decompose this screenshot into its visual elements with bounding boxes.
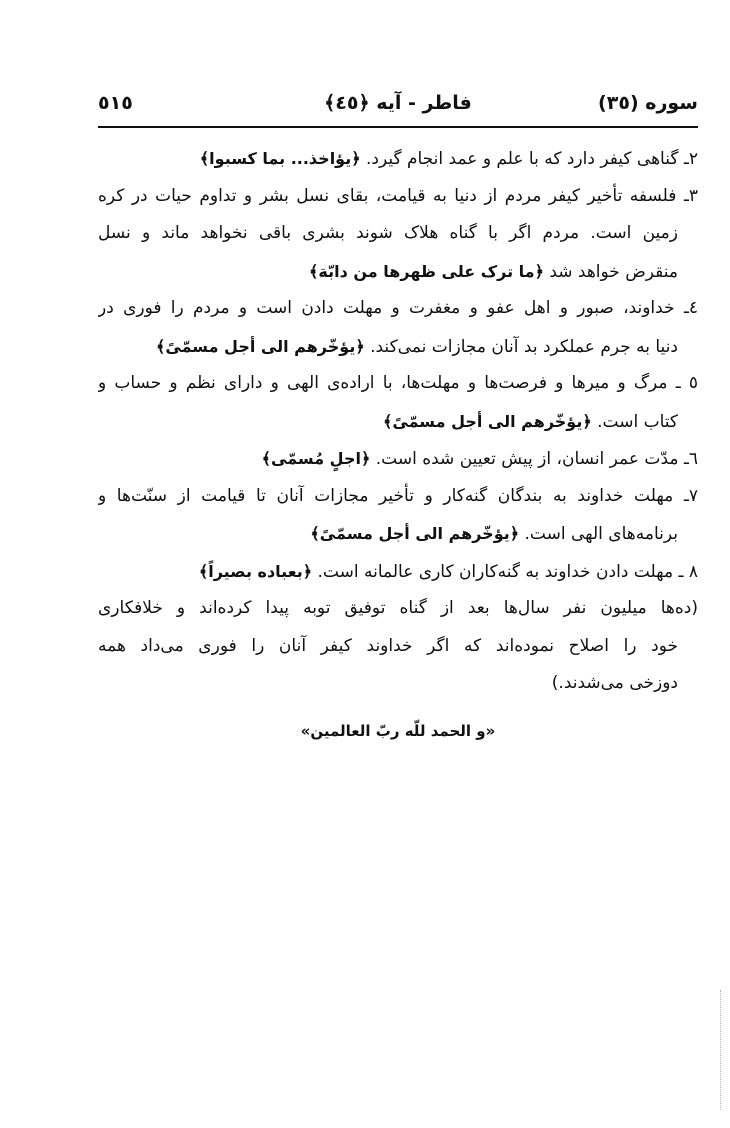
ayah-reference: فاطر - آیه ﴿٤٥﴾ <box>324 92 472 114</box>
quran-quote: ﴿اجلٍ مُسمّی﴾ <box>261 449 371 468</box>
lesson-point <box>98 478 698 553</box>
quran-quote: ﴿بعباده بصیراً﴾ <box>198 561 313 581</box>
text-line <box>98 590 698 628</box>
line-text: منقرض خواهد شد <box>543 261 678 282</box>
line-text: ٥ ـ مرگ و میرها و فرصت‌ها و مهلت‌ها، با اراده‌ی الهی و دارای نظم و حساب و <box>98 373 698 393</box>
page-number: ٥١٥ <box>98 92 133 114</box>
line-text: دوزخی می‌شدند.) <box>551 673 678 693</box>
line-text: ٤ـ خداوند، صبور و اهل عفو و مغفرت و مهلت دادن است و مردم را فوری در <box>98 298 698 318</box>
text-line <box>98 253 698 291</box>
text-line <box>98 665 698 703</box>
header-divider <box>98 126 698 128</box>
quran-quote: ﴿یؤخّرهم الی أجل مسمّیً﴾ <box>383 411 592 431</box>
lesson-point <box>98 178 698 291</box>
text-line <box>98 440 698 478</box>
line-text: برنامه‌های الهی است. <box>519 524 678 544</box>
line-text: دنیا به جرم عملکرد بد آنان مجازات نمی‌کند. <box>364 336 678 357</box>
text-line <box>98 140 698 178</box>
line-text: کتاب است. <box>591 411 678 432</box>
surah-title: سوره (٣٥) <box>598 92 698 114</box>
closing-phrase: «و الحمد للّه ربّ العالمین» <box>300 722 496 740</box>
line-text: خود را اصلاح نموده‌اند که اگر خداوند کیفر آنان را فوری می‌داد همه <box>98 635 678 656</box>
line-text: ٢ـ گناهی کیفر دارد که با علم و عمد انجام گیرد. <box>360 149 698 169</box>
quran-quote: ﴿یؤاخذ... بما کسبوا﴾ <box>199 149 361 168</box>
quran-quote: ﴿ما ترک علی ظهرها من دابّة﴾ <box>309 261 544 281</box>
text-line <box>98 365 698 403</box>
text-line <box>98 290 698 328</box>
text-line <box>98 403 698 441</box>
line-text: (ده‌ها میلیون نفر سال‌ها بعد از گناه توفیق توبه پیدا کرده‌اند و خلافکاری <box>98 598 698 618</box>
page-header <box>98 92 698 122</box>
text-line <box>98 515 698 553</box>
quran-quote: ﴿یؤخّرهم الی أجل مسمّیً﴾ <box>156 336 365 356</box>
text-line <box>98 553 698 591</box>
text-line <box>98 478 698 516</box>
lesson-point <box>98 365 698 440</box>
line-text: ٣ـ فلسفه تأخیر کیفر مردم از دنیا به قیامت، بقای نسل بشر و تداوم حیات در کره <box>98 185 698 206</box>
line-text: ٧ـ مهلت خداوند به بندگان گنه‌کار و تأخیر مجازات آنان تا قیامت از سنّت‌ها و <box>98 485 698 506</box>
quran-quote: ﴿یؤخّرهم الی أجل مسمّیً﴾ <box>310 524 520 543</box>
lesson-point <box>98 553 698 591</box>
line-text: زمین است. مردم اگر با گناه هلاک شوند بشری باقی نخواهد ماند و نسل <box>98 223 678 243</box>
text-line <box>98 328 698 366</box>
lesson-point <box>98 590 698 703</box>
commentary-points <box>98 140 698 703</box>
text-line <box>98 178 698 216</box>
line-text: ٦ـ مدّت عمر انسان، از پیش تعیین شده است. <box>370 449 698 469</box>
scan-edge-dots <box>720 990 721 1110</box>
lesson-point <box>98 140 698 178</box>
lesson-point <box>98 290 698 365</box>
text-line <box>98 215 698 253</box>
line-text: ٨ ـ مهلت دادن خداوند به گنه‌کاران کاری عالمانه است. <box>312 561 698 582</box>
lesson-point <box>98 440 698 478</box>
text-line <box>98 628 698 666</box>
